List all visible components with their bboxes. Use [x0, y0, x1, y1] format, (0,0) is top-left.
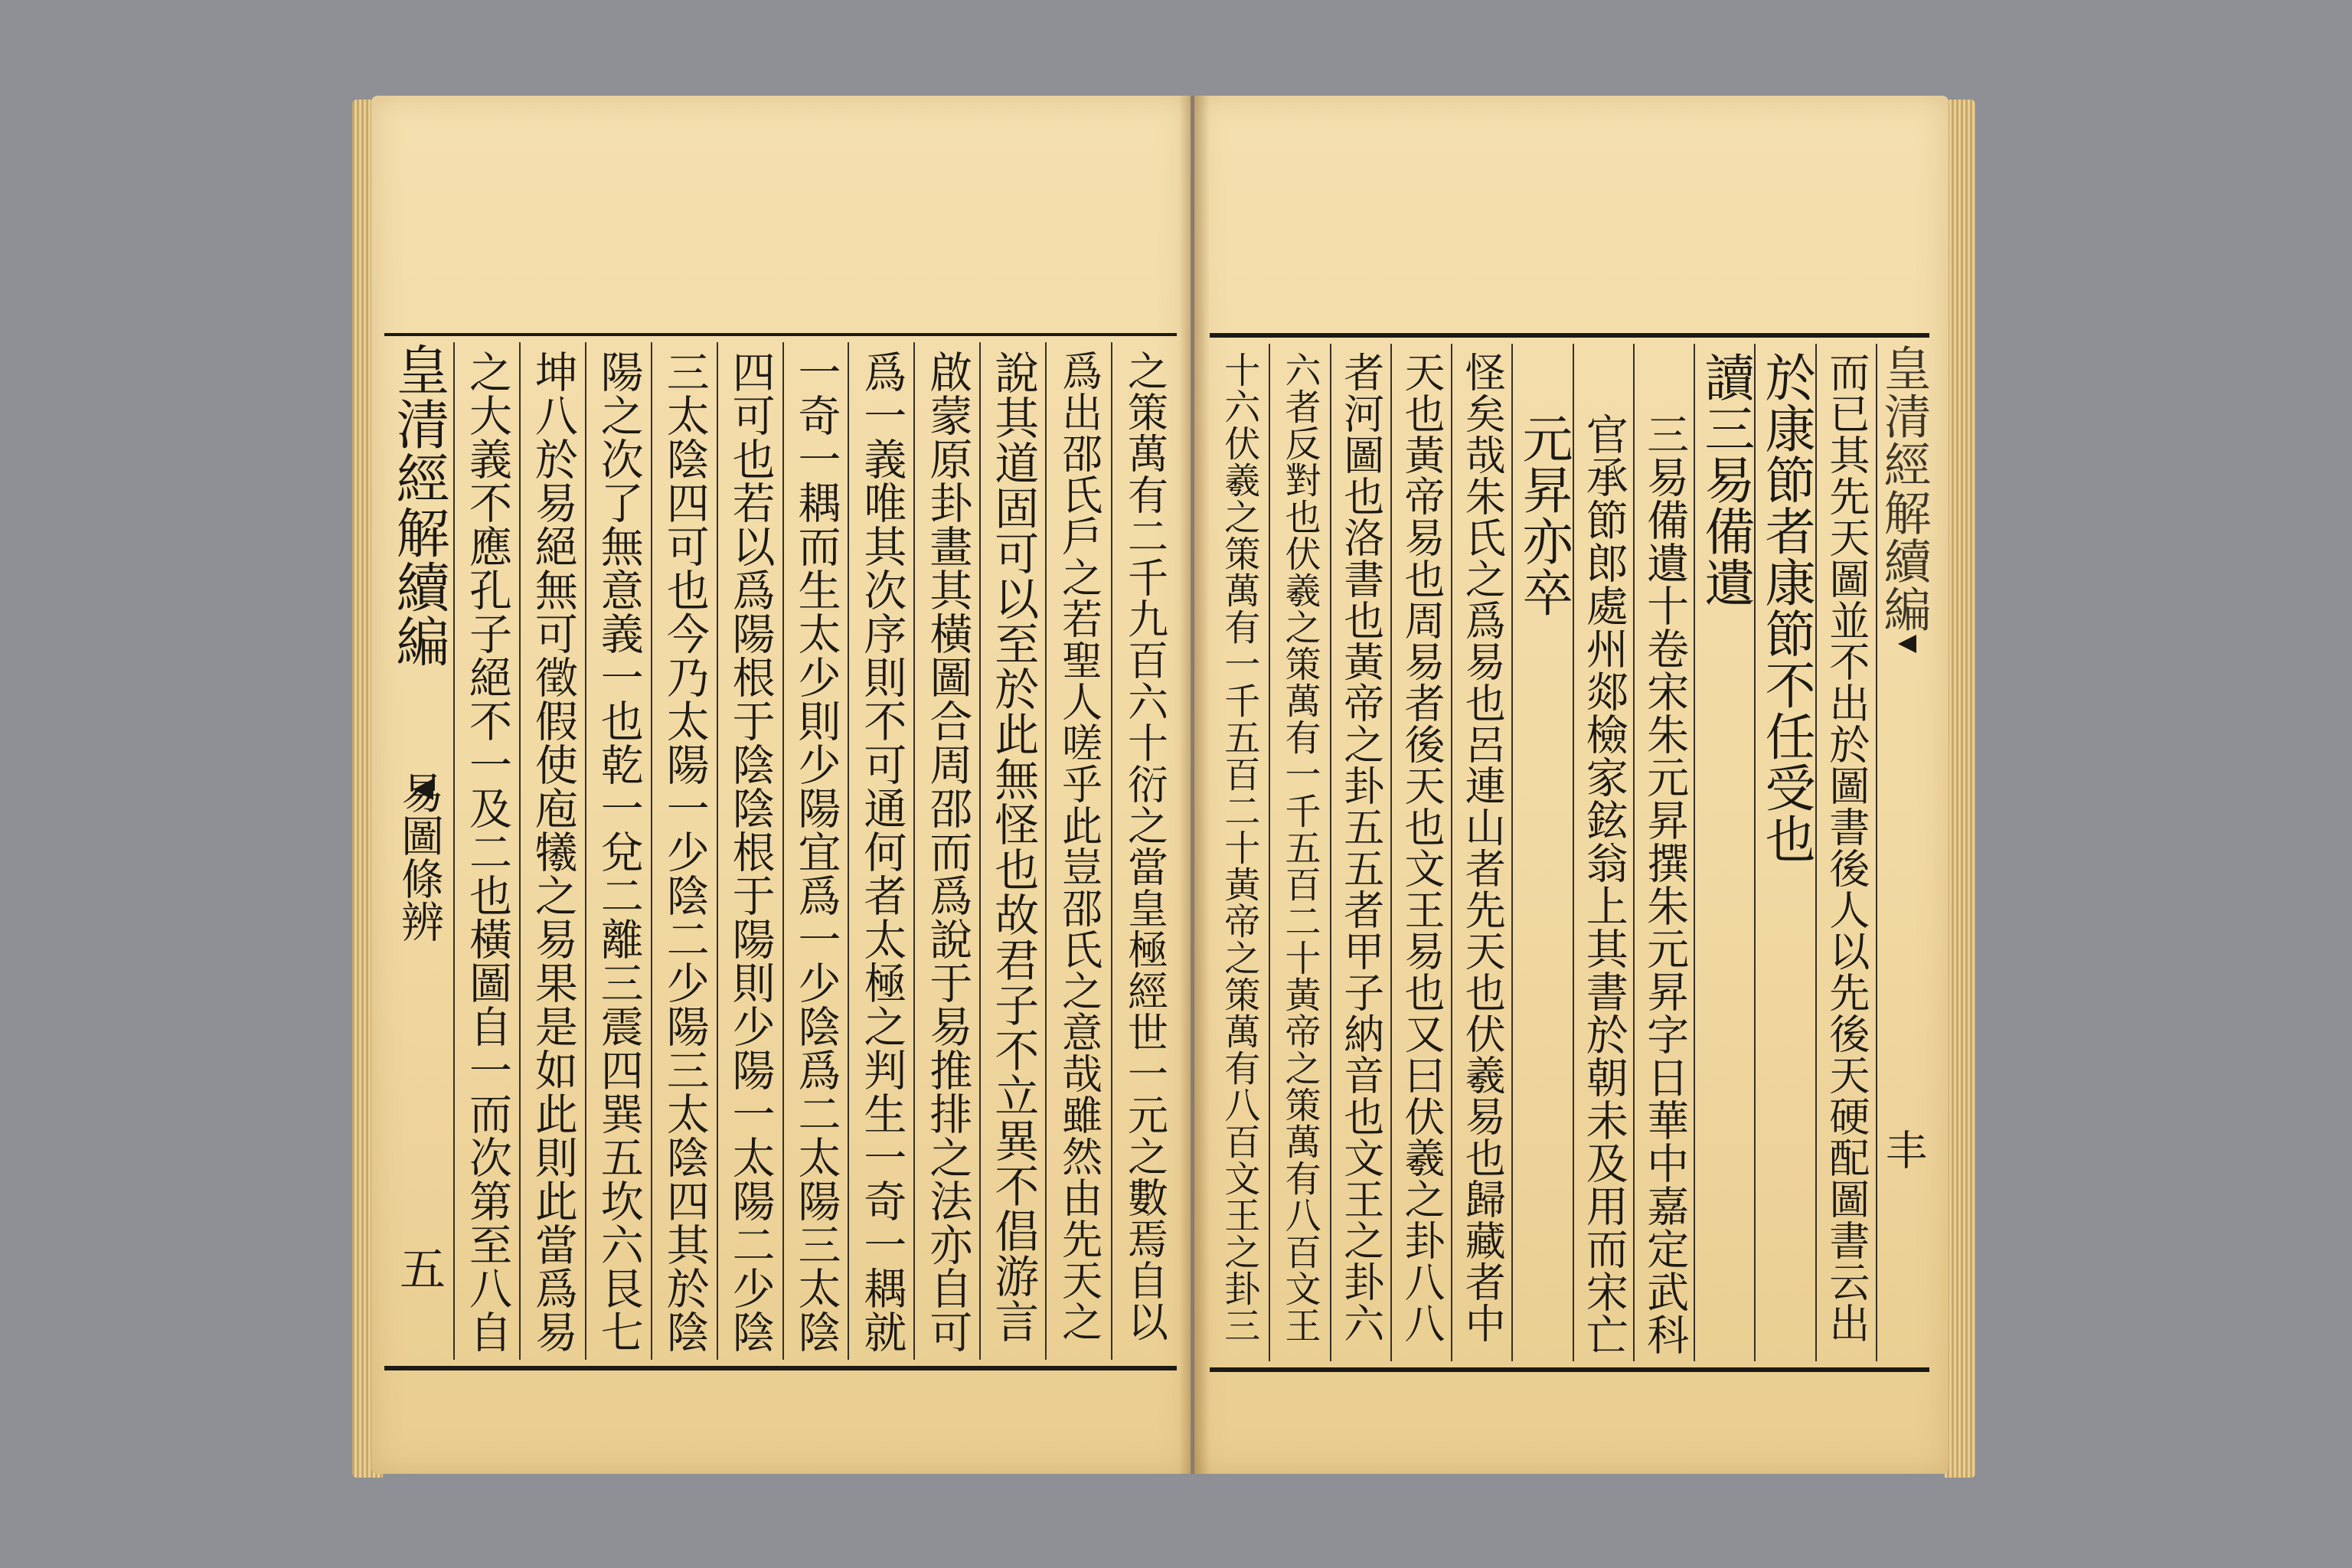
column-text: 六者反對也伏羲之策萬有一千五百二十黃帝之策萬有八百文王: [1279, 351, 1321, 1344]
column-text: 爲一義唯其次序則不可通何者太極之判生一奇一耦就: [857, 350, 907, 1354]
column-text: 三太陰四可也今乃太陽一少陰二少陽三太陰四其於陰: [659, 350, 710, 1354]
column-text: 元昇亦卒: [1514, 413, 1573, 618]
column-text: 官承節郎處州郯檢家鉉翁上其書於朝未及用而宋亡: [1579, 413, 1628, 1356]
column-text: 坤八於易絕無可徵假使庖犧之易果是如此則此當爲易: [528, 350, 578, 1354]
text-column: [1573, 344, 1633, 1361]
column-text: 四可也若以爲陽根于陰陰根于陽則少陽一太陽二少陰: [725, 350, 776, 1354]
column-text: 於康節者康節不任受也: [1756, 351, 1816, 864]
column-text: 十六伏羲之策萬有一千五百二十黃帝之策萬有八百文王之卦三: [1218, 351, 1261, 1344]
section-title: 易圖條辨: [394, 771, 445, 942]
column-text: 者河圖也洛書也黃帝之卦五五者甲子納音也文王之卦六: [1337, 351, 1384, 1344]
column-text: 天也黃帝易也周易者後天也文王易也又曰伏羲之卦八八: [1398, 351, 1445, 1344]
text-column: [1111, 342, 1177, 1360]
text-column: [1511, 344, 1572, 1361]
text-column: [913, 342, 979, 1360]
right-columns: [1210, 344, 1932, 1361]
text-column: [1633, 344, 1694, 1361]
text-column: [1754, 344, 1815, 1361]
text-column: [782, 342, 848, 1360]
left-columns: [384, 342, 1177, 1360]
text-column: [1269, 344, 1329, 1361]
column-text: 說其道固可以至於此無怪也故君子不立異不倡游言: [987, 350, 1040, 1344]
text-column: [651, 342, 717, 1360]
text-column: [585, 342, 651, 1360]
text-column: [1045, 342, 1111, 1360]
left-page-margin: [384, 342, 453, 1360]
column-text: 怪矣哉朱氏之爲易也呂連山者先天也伏羲易也歸藏者中: [1459, 351, 1506, 1344]
right-page-edges: [1945, 100, 1975, 1478]
text-column: [1694, 344, 1754, 1361]
book-title: 皇清經解續編: [1876, 344, 1932, 633]
text-column: [1210, 344, 1269, 1361]
column-text: 陽之次了無意義一也乾一兌二離三震四巽五坎六艮七: [593, 350, 644, 1354]
column-text: 爲出邵氏戶之若聖人嗟乎此豈邵氏之意哉雖然由先天之: [1055, 350, 1102, 1342]
text-column: [519, 342, 585, 1360]
text-column: [453, 342, 519, 1360]
column-text: 讀三易備遺: [1695, 351, 1755, 608]
column-text: 而已其先天圖並不出於圖書後人以先後天硬配圖書云出: [1822, 351, 1870, 1344]
open-book: [337, 84, 1983, 1485]
page-number: 五: [392, 1245, 446, 1291]
text-column: [848, 342, 913, 1360]
column-text: 啟蒙原卦畫其橫圖合周邵而爲說于易推排之法亦自可: [923, 350, 973, 1354]
book-title: 皇清經解續編: [387, 342, 451, 668]
column-text: 三易備遺十卷宋朱元昇撰朱元昇字日華中嘉定武科: [1640, 413, 1690, 1356]
book-gutter: [1179, 96, 1210, 1474]
column-text: 一奇一耦而生太少則少陽宜爲一少陰爲二太陽三太陰: [791, 350, 841, 1354]
text-column: [1451, 344, 1511, 1361]
left-text-frame: [384, 333, 1177, 1370]
text-column: [1815, 344, 1876, 1361]
text-column: [979, 342, 1045, 1360]
text-column: [1330, 344, 1390, 1361]
column-text: 之大義不應孔子絕不一及二也橫圖自一而次第至八自: [462, 350, 512, 1354]
fish-tail-mark-icon: [1898, 635, 1916, 653]
text-column: [717, 342, 782, 1360]
text-column: [1390, 344, 1451, 1361]
right-text-frame: [1210, 333, 1932, 1372]
page-number: 丰: [1879, 1129, 1928, 1170]
right-page-margin: [1876, 344, 1932, 1361]
column-text: 之策萬有二千九百六十衍之當皇極經世一元之數焉自以: [1121, 350, 1168, 1342]
